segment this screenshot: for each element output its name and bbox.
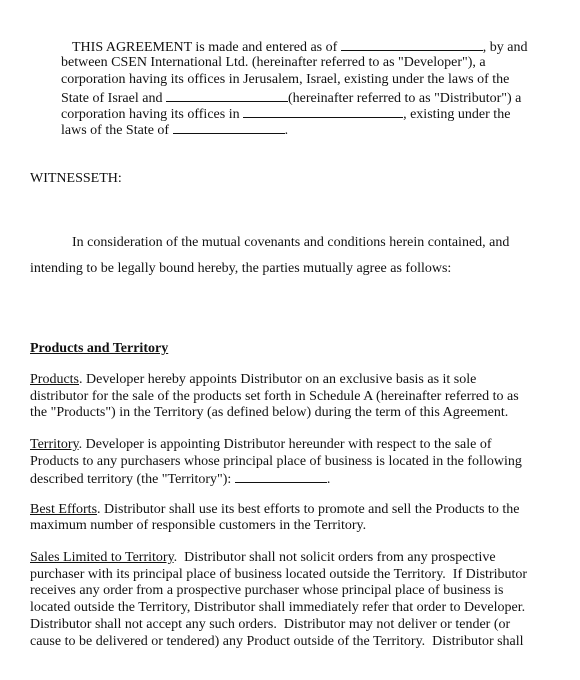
consideration-line-2: intending to be legally bound hereby, the parties mutually agree as follows:: [30, 261, 452, 276]
intro-line-4: [61, 89, 521, 105]
intro-line-1: [72, 38, 528, 54]
territory-line-2: Products to any purchasers whose principal place of business is located in the following: [30, 454, 522, 469]
witnesseth-heading: WITNESSETH:: [30, 171, 122, 186]
sales-limited-line-6: cause to be delivered or tendered) any Product outside of the Territory. Distributor shall: [30, 634, 524, 649]
sales-limited-line-1: [30, 550, 496, 566]
best-efforts-line-2: maximum number of responsible customers in the Territory.: [30, 518, 367, 533]
territory-text: .: [326, 472, 331, 487]
intro-text: State of Israel and: [61, 91, 166, 106]
territory-line-3: [30, 470, 330, 486]
intro-text: , existing under the: [403, 107, 511, 122]
best-efforts-text: . Distributor shall use its best efforts to promote and sell the Products to the: [97, 502, 520, 517]
territory-text: described territory (the "Territory"):: [30, 472, 235, 487]
products-line-3: the "Products") in the Territory (as defined below) during the term of this Agreement.: [30, 405, 509, 420]
intro-line-2: between CSEN International Ltd. (hereinafter referred to as "Developer"), a: [61, 55, 486, 70]
intro-line-6: [61, 121, 288, 137]
intro-text: (hereinafter referred to as "Distributor") a: [287, 91, 522, 106]
products-line-2: distributor for the sale of the products set forth in Schedule A (hereinafter referred to as: [30, 389, 519, 404]
intro-text: corporation having its offices in: [61, 107, 244, 122]
sales-limited-line-3: receives any order from a prospective purchaser whose principal place of business is: [30, 583, 504, 598]
territory-blank[interactable]: [235, 470, 327, 483]
intro-text: THIS AGREEMENT is made and entered as of: [72, 40, 341, 55]
distributor-offices-blank[interactable]: [243, 105, 403, 118]
date-blank[interactable]: [341, 38, 483, 51]
consideration-line-1: In consideration of the mutual covenants and conditions herein contained, and: [72, 235, 510, 250]
products-term: Products: [30, 372, 79, 387]
products-text: . Developer hereby appoints Distributor on an exclusive basis as it sole: [79, 372, 477, 387]
intro-line-3: corporation having its offices in Jerusalem, Israel, existing under the laws of the: [61, 72, 510, 87]
best-efforts-term: Best Efforts: [30, 502, 98, 517]
territory-text: . Developer is appointing Distributor hereunder with respect to the sale of: [78, 437, 492, 452]
intro-text: laws of the State of: [61, 123, 173, 138]
sales-limited-line-2: purchaser with its principal place of business located outside the Territory. If Distributor: [30, 567, 528, 582]
products-line-1: [30, 372, 476, 388]
sales-limited-text: . Distributor shall not solicit orders from any prospective: [173, 550, 496, 565]
territory-line-1: [30, 437, 492, 453]
sales-limited-line-4: located outside the Territory, Distributor shall immediately refer that order to Developer.: [30, 600, 526, 615]
intro-text: , by and: [482, 40, 528, 55]
distributor-name-blank[interactable]: [166, 89, 288, 102]
intro-text: .: [284, 123, 289, 138]
section-heading: Products and Territory: [30, 341, 169, 356]
territory-term: Territory: [30, 437, 79, 452]
state-blank[interactable]: [173, 121, 285, 134]
intro-line-5: [61, 105, 510, 121]
sales-limited-line-5: Distributor shall not accept any such orders. Distributor may not deliver or tender (or: [30, 617, 511, 632]
best-efforts-line-1: [30, 502, 519, 518]
sales-limited-term: Sales Limited to Territory: [30, 550, 174, 565]
